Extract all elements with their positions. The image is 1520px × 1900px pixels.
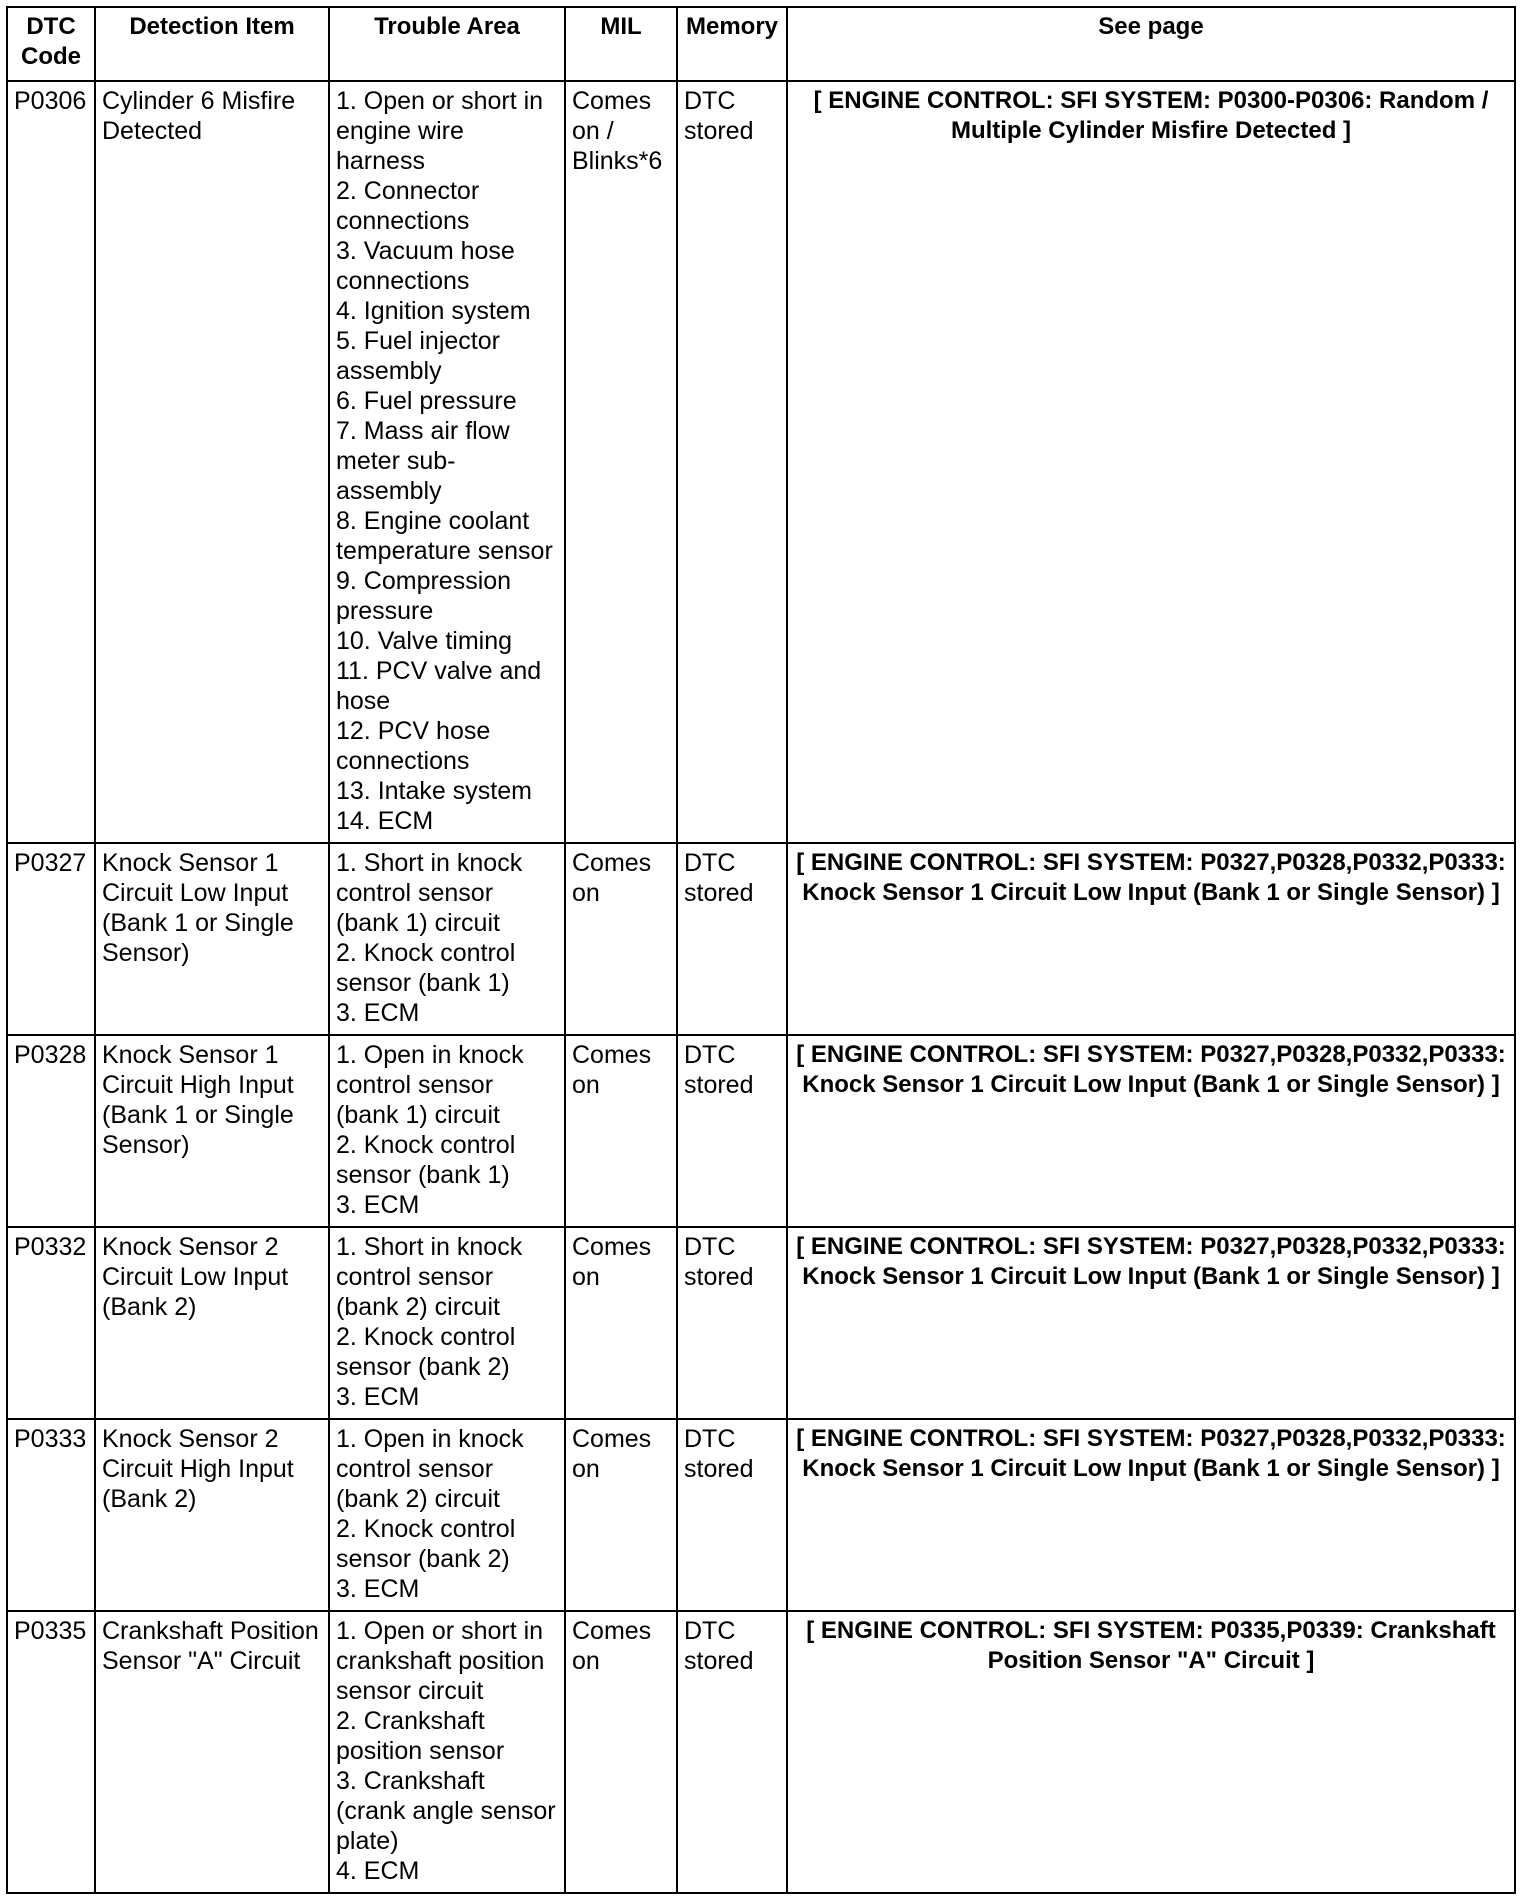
trouble-area-item: 3. ECM (336, 1191, 420, 1219)
mil-cell: Comes on (565, 1035, 677, 1227)
table-row (7, 1035, 1515, 1227)
see-page-cell: [ ENGINE CONTROL: SFI SYSTEM: P0300-P0306: Random / Multiple Cylinder Misfire Detected ] (787, 81, 1515, 843)
dtc-code-cell: P0332 (7, 1227, 95, 1419)
dtc-table (6, 6, 1516, 1894)
memory-cell: DTC stored (677, 1227, 787, 1419)
trouble-area-item: 3. Vacuum hose connections (336, 237, 515, 295)
header-dtc-code (7, 7, 95, 81)
trouble-area-item: 2. Knock control sensor (bank 1) (336, 939, 516, 997)
trouble-area-item: 6. Fuel pressure (336, 387, 517, 415)
memory-cell: DTC stored (677, 1035, 787, 1227)
trouble-area-cell (329, 843, 565, 1035)
trouble-area-item: 3. Crankshaft (crank angle sensor plate) (336, 1767, 556, 1855)
mil-cell: Comes on (565, 1419, 677, 1611)
trouble-area-item: 3. ECM (336, 1575, 420, 1603)
see-page-cell: [ ENGINE CONTROL: SFI SYSTEM: P0327,P0328,P0332,P0333: Knock Sensor 1 Circuit Low Input (Bank 1 or Single Sensor) ] (787, 1227, 1515, 1419)
detection-item-cell: Knock Sensor 2 Circuit Low Input (Bank 2) (95, 1227, 329, 1419)
trouble-area-item: 5. Fuel injector assembly (336, 327, 500, 385)
trouble-area-item: 10. Valve timing (336, 627, 513, 655)
trouble-area-item: 8. Engine coolant temperature sensor (336, 507, 553, 565)
detection-item-cell: Cylinder 6 Misfire Detected (95, 81, 329, 843)
header-trouble-area: Trouble Area (329, 7, 565, 81)
trouble-area-item: 13. Intake system (336, 777, 532, 805)
table-row (7, 1419, 1515, 1611)
trouble-area-item: 12. PCV hose connections (336, 717, 491, 775)
trouble-area-cell (329, 1035, 565, 1227)
header-mil: MIL (565, 7, 677, 81)
trouble-area-item: 2. Crankshaft position sensor (336, 1707, 505, 1765)
table-row (7, 843, 1515, 1035)
trouble-area-item: 4. Ignition system (336, 297, 531, 325)
header-dtc-code-line1: DTC (26, 13, 76, 40)
header-memory: Memory (677, 7, 787, 81)
trouble-area-cell (329, 1611, 565, 1893)
dtc-code-cell: P0335 (7, 1611, 95, 1893)
trouble-area-item: 2. Knock control sensor (bank 1) (336, 1131, 516, 1189)
trouble-area-item: 7. Mass air flow meter sub-assembly (336, 417, 510, 505)
trouble-area-cell (329, 81, 565, 843)
trouble-area-item: 1. Open or short in crankshaft position sensor circuit (336, 1617, 545, 1705)
header-see-page: See page (787, 7, 1515, 81)
trouble-area-item: 14. ECM (336, 807, 434, 835)
trouble-area-item: 2. Knock control sensor (bank 2) (336, 1323, 516, 1381)
trouble-area-item: 2. Knock control sensor (bank 2) (336, 1515, 516, 1573)
detection-item-cell: Knock Sensor 2 Circuit High Input (Bank 2) (95, 1419, 329, 1611)
mil-cell: Comes on (565, 1611, 677, 1893)
mil-cell: Comes on / Blinks*6 (565, 81, 677, 843)
mil-cell: Comes on (565, 1227, 677, 1419)
trouble-area-item: 1. Open in knock control sensor (bank 1) circuit (336, 1041, 524, 1129)
header-detection-item: Detection Item (95, 7, 329, 81)
trouble-area-cell (329, 1419, 565, 1611)
table-header (7, 7, 1515, 81)
trouble-area-item: 1. Short in knock control sensor (bank 1) circuit (336, 849, 523, 937)
see-page-cell: [ ENGINE CONTROL: SFI SYSTEM: P0327,P0328,P0332,P0333: Knock Sensor 1 Circuit Low Input (Bank 1 or Single Sensor) ] (787, 1035, 1515, 1227)
trouble-area-item: 2. Connector connections (336, 177, 480, 235)
dtc-code-cell: P0306 (7, 81, 95, 843)
detection-item-cell: Knock Sensor 1 Circuit High Input (Bank 1 or Single Sensor) (95, 1035, 329, 1227)
table-row (7, 1227, 1515, 1419)
detection-item-cell: Crankshaft Position Sensor "A" Circuit (95, 1611, 329, 1893)
trouble-area-cell (329, 1227, 565, 1419)
dtc-code-cell: P0328 (7, 1035, 95, 1227)
memory-cell: DTC stored (677, 1611, 787, 1893)
memory-cell: DTC stored (677, 81, 787, 843)
see-page-cell: [ ENGINE CONTROL: SFI SYSTEM: P0335,P0339: Crankshaft Position Sensor "A" Circuit ] (787, 1611, 1515, 1893)
trouble-area-item: 9. Compression pressure (336, 567, 512, 625)
mil-cell: Comes on (565, 843, 677, 1035)
trouble-area-item: 3. ECM (336, 999, 420, 1027)
trouble-area-item: 1. Open in knock control sensor (bank 2) circuit (336, 1425, 524, 1513)
see-page-cell: [ ENGINE CONTROL: SFI SYSTEM: P0327,P0328,P0332,P0333: Knock Sensor 1 Circuit Low Input (Bank 1 or Single Sensor) ] (787, 1419, 1515, 1611)
header-dtc-code-line2: Code (21, 43, 81, 70)
trouble-area-item: 3. ECM (336, 1383, 420, 1411)
trouble-area-item: 1. Short in knock control sensor (bank 2) circuit (336, 1233, 523, 1321)
detection-item-cell: Knock Sensor 1 Circuit Low Input (Bank 1 or Single Sensor) (95, 843, 329, 1035)
header-row (7, 7, 1515, 81)
dtc-code-cell: P0327 (7, 843, 95, 1035)
table-row (7, 81, 1515, 843)
memory-cell: DTC stored (677, 843, 787, 1035)
trouble-area-item: 1. Open or short in engine wire harness (336, 87, 544, 175)
table-row (7, 1611, 1515, 1893)
see-page-cell: [ ENGINE CONTROL: SFI SYSTEM: P0327,P0328,P0332,P0333: Knock Sensor 1 Circuit Low Input (Bank 1 or Single Sensor) ] (787, 843, 1515, 1035)
memory-cell: DTC stored (677, 1419, 787, 1611)
table-body (7, 81, 1515, 1893)
dtc-code-cell: P0333 (7, 1419, 95, 1611)
trouble-area-item: 4. ECM (336, 1857, 420, 1885)
trouble-area-item: 11. PCV valve and hose (336, 657, 542, 715)
